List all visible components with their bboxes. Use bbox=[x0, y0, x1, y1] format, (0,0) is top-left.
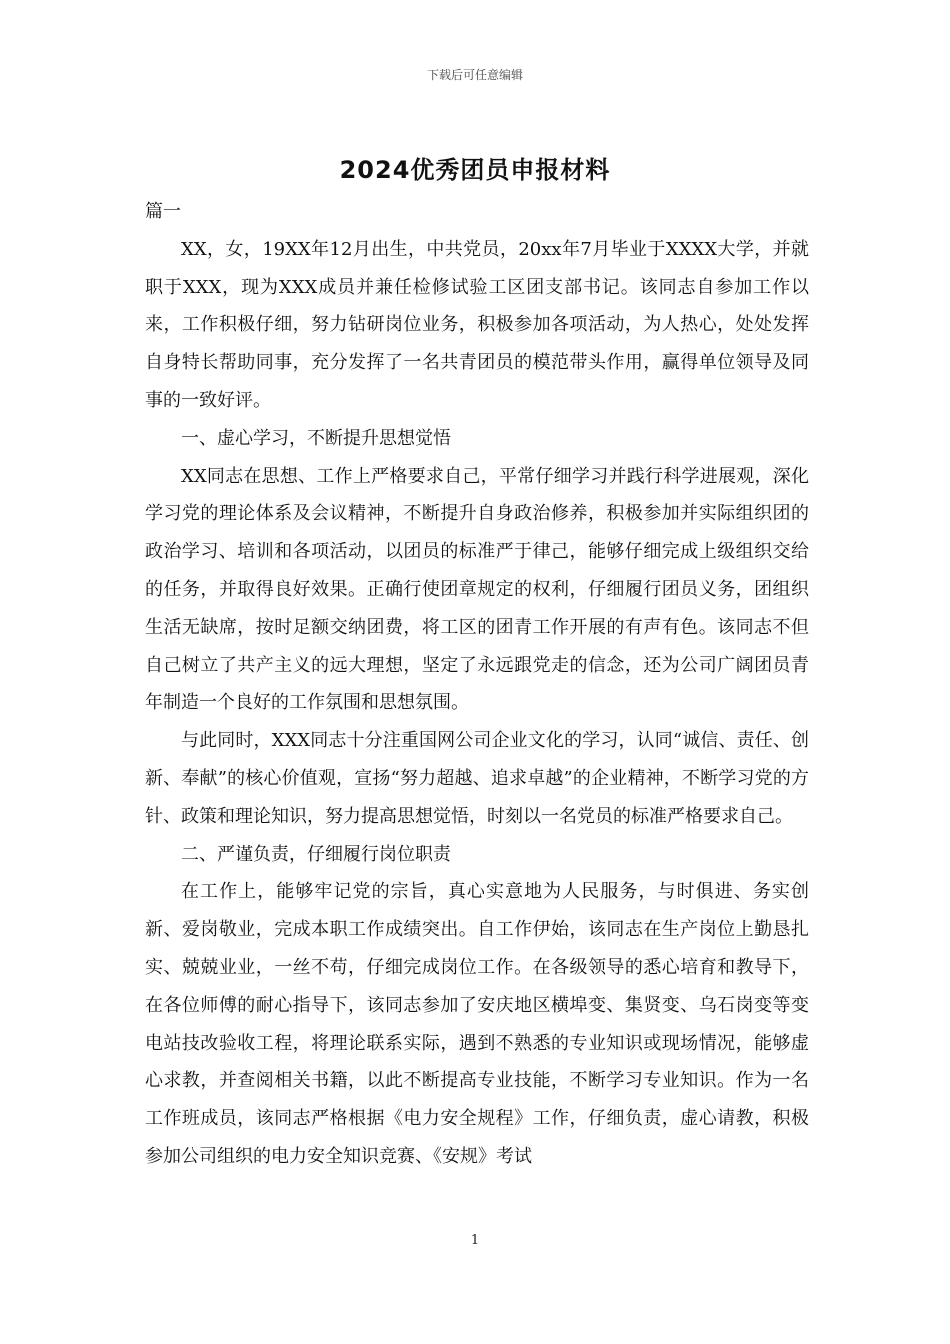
page-number: 1 bbox=[470, 1233, 480, 1248]
paragraph-intro: XX，女，19XX年12月出生，中共党员，20xx年7月毕业于XXXX大学，并就职于XXX，现为XXX成员并兼任检修试验工区团支部书记。该同志自参加工作以来，工作积极仔细，努力钻研岗位业务，积极参加各项活动，为人热心，处处发挥自身特长帮助同事，充分发挥了一名共青团员的模范带头作用，赢得单位领导及同事的一致好评。 bbox=[145, 238, 809, 411]
heading-duty: 二、严谨负责，仔细履行岗位职责 bbox=[181, 843, 451, 865]
paragraph-study: XX同志在思想、工作上严格要求自己，平常仔细学习并践行科学进展观，深化学习党的理论体系及会议精神，不断提升自身政治修养，积极参加并实际组织团的政治学习、培训和各项活动，以团员的标准严于律己，能够仔细完成上级组织交给的任务，并取得良好效果。正确行使团章规定的权利，仔细履行团员义务，团组织生活无缺席，按时足额交纳团费，将工区的团青工作开展的有声有色。该同志不但自己树立了共产主义的远大理想，坚定了永远跟党走的信念，还为公司广阔团员青年制造一个良好的工作氛围和思想氛围。 bbox=[145, 465, 809, 714]
paragraph-culture: 与此同时，XXX同志十分注重国网公司企业文化的学习，认同“诚信、责任、创新、奉献”的核心价值观，宣扬“努力超越、追求卓越”的企业精神，不断学习党的方针、政策和理论知识，努力提高思想觉悟，时刻以一名党员的标准严格要求自己。 bbox=[145, 730, 809, 827]
document-body bbox=[145, 193, 809, 1176]
heading-study: 一、虚心学习，不断提升思想觉悟 bbox=[181, 427, 451, 449]
header-note: 下载后可任意编辑 bbox=[426, 68, 523, 82]
paragraph-duty: 在工作上，能够牢记党的宗旨，真心实意地为人民服务，与时俱进、务实创新、爱岗敬业，完成本职工作成绩突出。自工作伊始，该同志在生产岗位上勤恳扎实、兢兢业业，一丝不苟，仔细完成岗位工作。在各级领导的悉心培育和教导下，在各位师傅的耐心指导下，该同志参加了安庆地区横埠变、集贤变、乌石岗变等变电站技改验收工程，将理论联系实际，遇到不熟悉的专业知识或现场情况，能够虚心求教，并查阅相关书籍，以此不断提高专业技能，不断学习专业知识。作为一名工作班成员，该同志严格根据《电力安全规程》工作，仔细负责，虚心请教，积极参加公司组织的电力安全知识竞赛、《安规》考试 bbox=[145, 881, 809, 1167]
document-title: 2024优秀团员申报材料 bbox=[339, 156, 611, 184]
section-label: 篇一 bbox=[145, 201, 181, 222]
